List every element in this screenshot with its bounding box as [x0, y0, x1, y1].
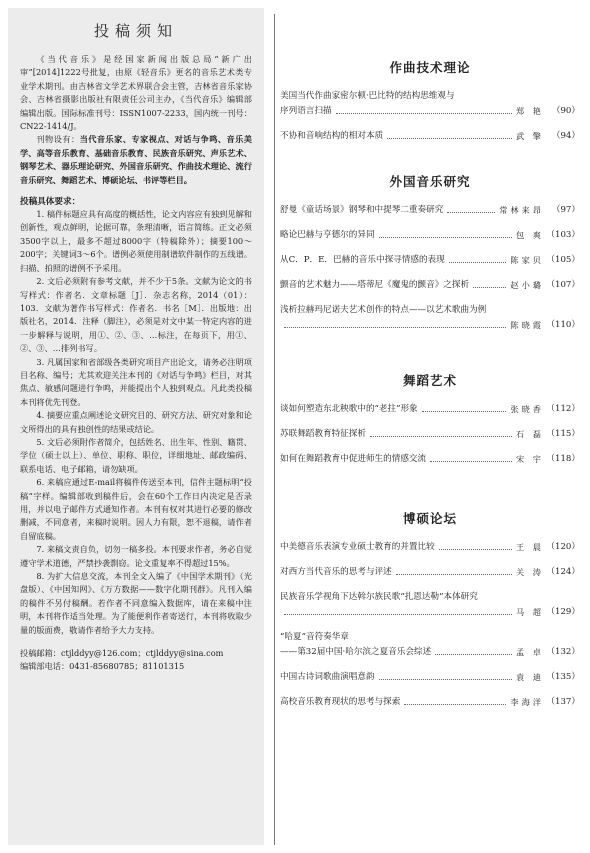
entry-title: 如何在舞蹈教育中促进师生的情感交流 — [280, 454, 427, 464]
entry-row — [280, 671, 580, 683]
entry-title: 中美德音乐表演专业硕士教育的并置比较 — [280, 542, 435, 552]
requirement-item: 3. 凡属国家和省部级各类研究项目产出论文，请务必注明项目名称、编号；尤其欢迎关注本刊的《对话与争鸣》栏目，对其焦点、敏感问题进行争鸣，并能提出个人独到观点。凡此类投稿本刊将优先刊登。 — [20, 356, 252, 407]
entry-subtitle: 序列语言扫描 — [280, 106, 332, 116]
section-heading: 博硕论坛 — [402, 511, 457, 526]
entry-author: 陈家贝 — [510, 255, 544, 265]
dot-leader — [284, 322, 506, 328]
toc-entry[interactable] — [280, 279, 580, 291]
toc-entry[interactable] — [280, 229, 580, 241]
entry-title: “哈夏”音符奏华章 — [280, 632, 349, 642]
entry-page: （110） — [546, 320, 580, 330]
entry-title: 苏联舞蹈教育特征探析 — [280, 429, 366, 439]
dot-leader — [449, 257, 507, 263]
entry-byline — [280, 319, 580, 331]
dot-leader — [396, 569, 512, 575]
table-of-contents — [280, 58, 580, 721]
toc-section — [280, 58, 580, 142]
toc-entry[interactable] — [280, 671, 580, 683]
entry-title: 浅析拉赫玛尼诺夫艺术创作的特点——以艺术歌曲为例 — [280, 305, 487, 315]
entry-author: 陈晓霞 — [510, 320, 544, 330]
submission-notice-panel — [8, 8, 264, 845]
requirement-item: 7. 来稿文责自负，切勿一稿多投。本刊要求作者，务必自觉遵守学术道德，严禁抄袭剽窃。论文重复率不得超过15%。 — [20, 544, 252, 568]
entry-page: （135） — [546, 672, 580, 682]
entry-row — [280, 279, 580, 291]
dot-leader — [379, 232, 512, 238]
toc-entry[interactable] — [280, 566, 580, 578]
entry-row — [280, 254, 580, 266]
entry-author: 包 爽 — [516, 230, 544, 240]
entry-row — [280, 403, 580, 415]
dot-leader — [430, 456, 512, 462]
entry-subtitle: ——第32届中国·哈尔滨之夏音乐会综述 — [280, 647, 432, 657]
entry-byline — [280, 646, 580, 658]
contact-block — [20, 647, 252, 673]
dot-leader — [370, 431, 512, 437]
section-heading: 舞蹈艺术 — [402, 373, 457, 388]
requirement-item: 5. 文后必须附作者简介，包括姓名、出生年、性别、籍贯、学位（硕士以上）、单位、职称、职位，详细地址、邮政编码、联系电话、电子邮箱，请勿缺项。 — [20, 436, 252, 474]
entry-row — [280, 696, 580, 708]
entry-title: 对西方当代音乐的思考与评述 — [280, 567, 392, 577]
entry-title: 民族音乐学视角下达斡尔族民歌“扎恩达勒”本体研究 — [280, 592, 478, 602]
entry-page: （90） — [551, 106, 580, 116]
entry-title: 中国古诗词歌曲演唱意韵 — [280, 672, 375, 682]
columns-paragraph — [20, 133, 252, 187]
entry-page: （129） — [546, 607, 580, 617]
dot-leader — [473, 282, 506, 288]
entry-byline — [280, 606, 580, 618]
entry-title: 高校音乐教育现状的思考与探索 — [280, 697, 401, 707]
dot-leader — [447, 207, 495, 213]
phone-line: 编辑部电话：0431-85680785；81101315 — [20, 661, 185, 672]
dot-leader — [404, 699, 506, 705]
journal-intro: 《当代音乐》是经国家新闻出版总局“新广出审”[2014]1222号批复，由原《轻音乐》更名的音乐艺术类专业学术期刊。由吉林省文学艺术界联合会主管，吉林省音乐家协会、吉林省摄影出版社有限责任公司主办，《当代音乐》编辑部编辑出版。国际标准刊号：ISSN1007-2233，国内统一刊号：CN22-1414/J。 — [20, 54, 252, 132]
dot-leader — [336, 108, 512, 114]
columns-prefix: 刊物设有： — [36, 134, 80, 145]
entry-author: 袁 迪 — [516, 672, 544, 682]
requirements-heading: 投稿具体要求： — [20, 197, 81, 208]
toc-section — [280, 172, 580, 331]
entry-author: 张晓香 — [510, 404, 544, 414]
entry-page: （120） — [546, 542, 580, 552]
toc-section — [280, 509, 580, 708]
entry-row — [280, 453, 580, 465]
requirement-item: 4. 摘要应重点阐述论文研究目的、研究方法、研究对象和论文所得出的具有独创性的结果或结论。 — [20, 410, 252, 434]
section-heading: 作曲技术理论 — [389, 60, 471, 75]
toc-entry[interactable] — [280, 631, 580, 658]
toc-entry[interactable] — [280, 453, 580, 465]
entry-page: （137） — [546, 697, 580, 707]
toc-entry[interactable] — [280, 403, 580, 415]
columns-list: 当代音乐家、专家视点、对话与争鸣、音乐美学、高等音乐教育、基础音乐教育、民族音乐研究、声乐艺术、钢琴艺术、器乐理论研究、外国音乐研究、作曲技术理论、流行音乐研究、舞蹈艺术、博硕论坛、书评等栏目。 — [20, 134, 252, 185]
entry-row — [280, 566, 580, 578]
entry-author: 李海洋 — [510, 697, 544, 707]
dot-leader — [387, 133, 512, 139]
entry-row — [280, 130, 580, 142]
entry-author: 赵小璐 — [510, 280, 544, 290]
entry-author: 王 晨 — [516, 542, 544, 552]
entry-page: （105） — [546, 255, 580, 265]
entry-page: （94） — [551, 131, 580, 141]
entry-author: 关 涛 — [516, 567, 544, 577]
entry-byline — [280, 105, 580, 117]
toc-entry[interactable] — [280, 541, 580, 553]
entry-row — [280, 229, 580, 241]
requirement-item: 1. 稿件标题应具有高度的概括性，论文内容应有独到见解和创新性，观点鲜明，论据可靠，条理清晰，语言简练。正文必须3500字以上，最多不超过8000字（特稿除外）；摘要100～200字；关键词3～6个。谱例必须使用制谱软件制作的五线谱。扫描、拍照的谱例不予采用。 — [20, 209, 252, 273]
entry-author: 武 擎 — [516, 131, 544, 141]
entry-title: 略论巴赫与亨德尔的异同 — [280, 230, 375, 240]
dot-leader — [439, 544, 512, 550]
entry-page: （107） — [546, 280, 580, 290]
entry-author: 石 磊 — [516, 429, 544, 439]
entry-author: 常林来昂 — [499, 205, 544, 215]
dot-leader — [422, 406, 507, 412]
entry-row — [280, 541, 580, 553]
entry-author: 郑 艳 — [516, 106, 544, 116]
entry-page: （97） — [551, 205, 580, 215]
entry-title: 美国当代作曲家密尔顿·巴比特的结构思维观与 — [280, 91, 455, 101]
entry-title: 颤音的艺术魅力——塔蒂尼《魔鬼的颤音》之探析 — [280, 280, 470, 290]
notice-title: 投稿须知 — [93, 22, 178, 40]
entry-title: 舒曼《童话场景》钢琴和中提琴二重奏研究 — [280, 205, 444, 215]
toc-entry[interactable] — [280, 130, 580, 142]
section-heading: 外国音乐研究 — [389, 174, 471, 189]
entry-author: 宋 宇 — [516, 454, 544, 464]
column-divider — [274, 14, 275, 845]
entry-page: （132） — [546, 647, 580, 657]
entry-title: 不协和音响结构的相对本质 — [280, 131, 384, 141]
entry-page: （118） — [546, 454, 580, 464]
entry-page: （112） — [546, 404, 580, 414]
entry-author: 马 超 — [516, 607, 544, 617]
requirement-item: 6. 来稿应通过E-mail将稿件传送至本刊，信件主题标明“投稿”字样。编辑部收到稿件后，会在60个工作日内决定是否录用，并以电子邮件方式通知作者。本刊有权对其进行必要的修改删减，不同意者，来稿时说明。因人力有限，恕不退稿，请作者自留底稿。 — [20, 477, 252, 541]
entry-title: 谈如何塑造东北秧歌中的“老拄”形象 — [280, 404, 418, 414]
toc-section — [280, 371, 580, 465]
toc-entry[interactable] — [280, 304, 580, 331]
requirement-item: 8. 为扩大信息交流，本刊全文入编了《中国学术期刊》（光盘版）、《中国知网》、《万方数据——数字化期刊群》。凡刊入编的稿件不另付稿酬。若作者不同意编入数据库，请在来稿中注明，本刊将作适当处理。为了能便利作者寄送行，本刊将收取少量的版面费，敬请作者给予大力支持。 — [20, 571, 252, 635]
entry-title: 从C．P．E．巴赫的音乐中探寻情感的表现 — [280, 255, 445, 265]
entry-row — [280, 428, 580, 440]
toc-entry[interactable] — [280, 428, 580, 440]
entry-page: （124） — [546, 567, 580, 577]
entry-page: （115） — [546, 429, 580, 439]
toc-entry[interactable] — [280, 90, 580, 117]
toc-entry[interactable] — [280, 591, 580, 618]
requirement-item: 2. 文后必须附有参考文献，并不少于5条。文献为论文的书写样式：作者名．文章标题［J］．杂志名称，2014（01）：103．文献为著作书写样式：作者名．书名［M］．出版地：出版社名，2014．注释（脚注），必须是对文中某一特定内容的进一步解释与说明，用①、②、③、…标注，在每页下，用①、②、③、…排列书写。 — [20, 276, 252, 354]
dot-leader — [379, 674, 512, 680]
entry-author: 孟 卓 — [516, 647, 544, 657]
toc-entry[interactable] — [280, 204, 580, 216]
entry-page: （103） — [546, 230, 580, 240]
toc-entry[interactable] — [280, 254, 580, 266]
email-line: 投稿邮箱：ctjlddyy@126.com；ctjlddyy@sina.com — [20, 648, 224, 659]
entry-row — [280, 204, 580, 216]
dot-leader — [284, 609, 512, 615]
dot-leader — [435, 649, 512, 655]
toc-entry[interactable] — [280, 696, 580, 708]
